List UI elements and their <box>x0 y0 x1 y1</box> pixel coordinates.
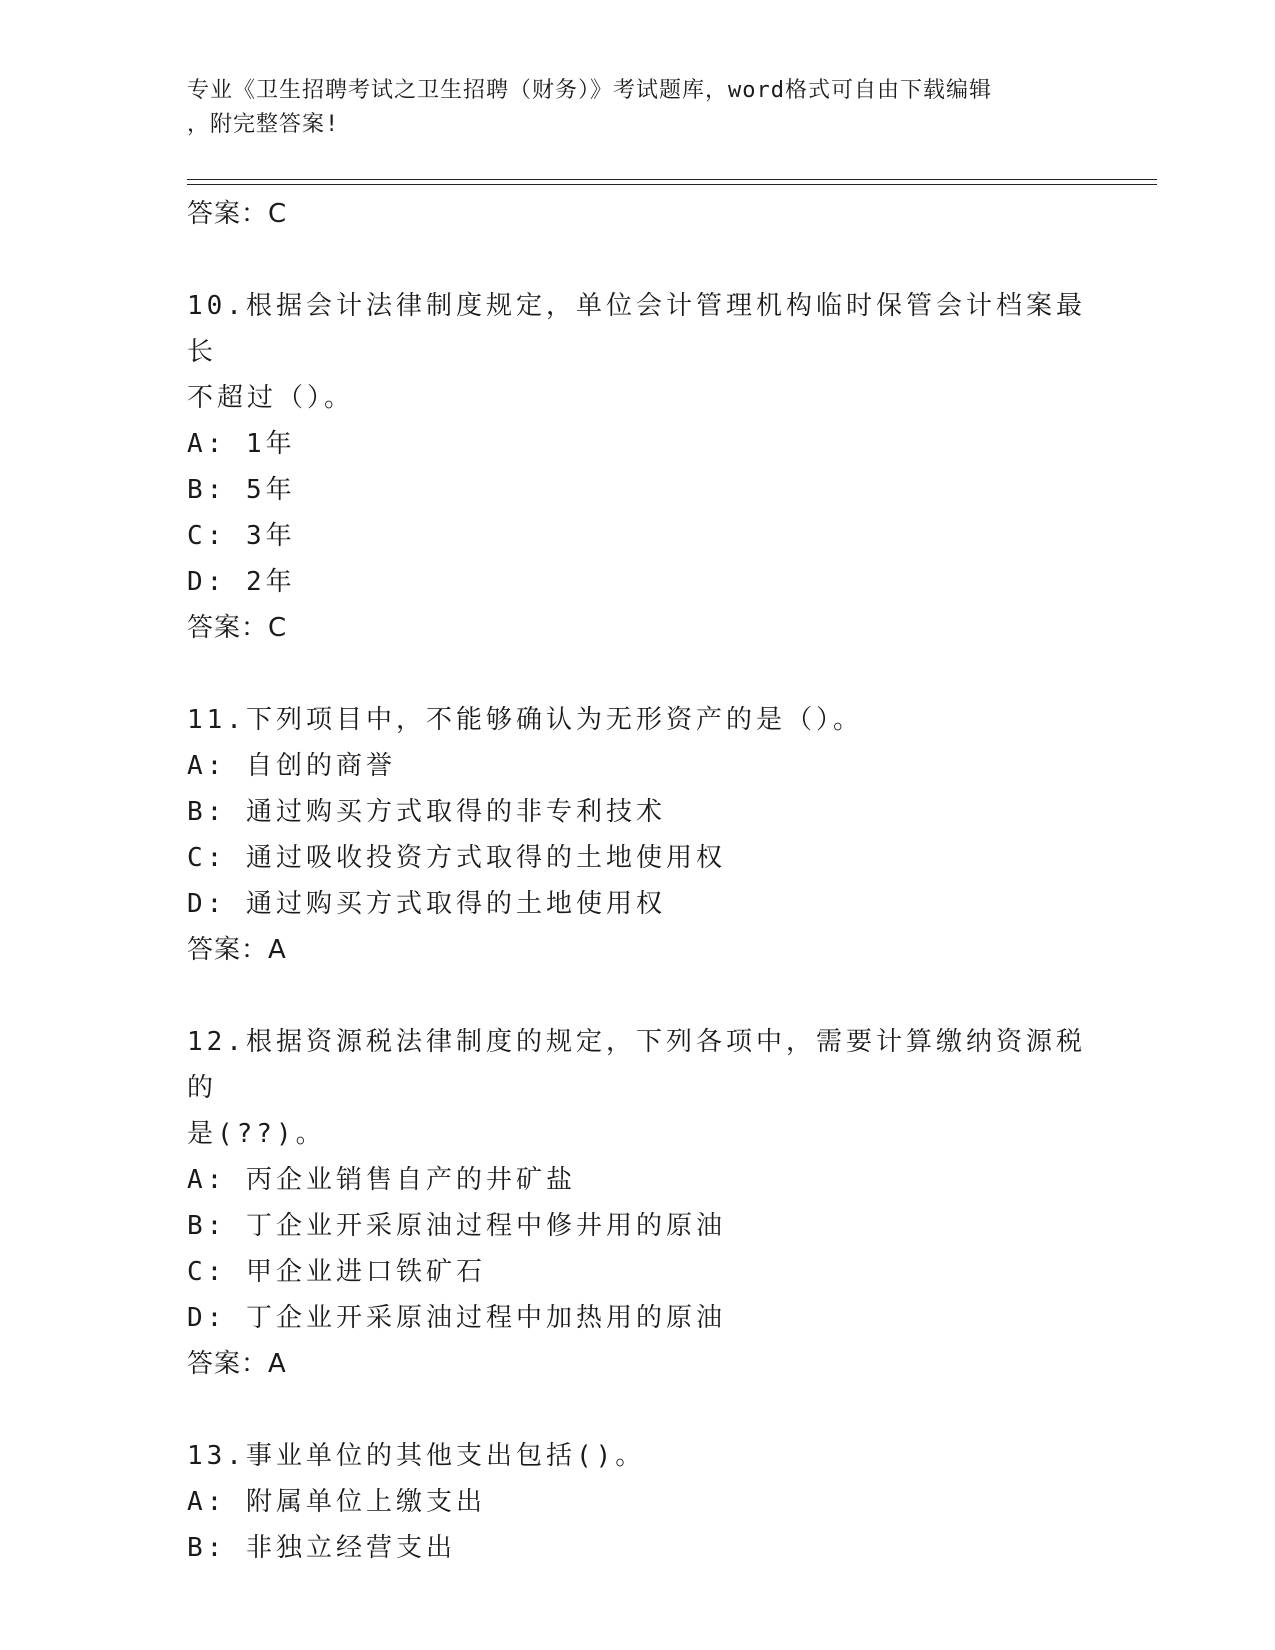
option-d: D: 丁企业开采原油过程中加热用的原油 <box>187 1303 726 1333</box>
option-c: C: 通过吸收投资方式取得的土地使用权 <box>187 843 726 873</box>
header-line-1: 专业《卫生招聘考试之卫生招聘（财务）》考试题库，word格式可自由下载编辑 <box>187 78 992 103</box>
option-b: B: 通过购买方式取得的非专利技术 <box>187 797 666 827</box>
question-text: 12.根据资源税法律制度的规定，下列各项中，需要计算缴纳资源税的 <box>187 1027 1086 1103</box>
answer-line: 答案：C <box>187 613 288 643</box>
question-text: 11.下列项目中，不能够确认为无形资产的是（）。 <box>187 705 863 735</box>
header-divider-bottom <box>187 184 1157 185</box>
option-c: C: 甲企业进口铁矿石 <box>187 1257 486 1287</box>
answer-line: 答案：C <box>187 199 288 229</box>
option-d: D: 通过购买方式取得的土地使用权 <box>187 889 666 919</box>
option-a: A: 自创的商誉 <box>187 751 396 781</box>
header-line-2: ，附完整答案! <box>187 112 340 137</box>
option-d: D: 2年 <box>187 567 296 597</box>
question-text-cont: 是(??)。 <box>187 1119 326 1149</box>
page-header <box>187 74 1067 142</box>
question-list <box>187 191 1087 1571</box>
question-text-cont: 不超过（）。 <box>187 383 355 413</box>
answer-line: 答案：A <box>187 935 287 965</box>
question-text: 10.根据会计法律制度规定，单位会计管理机构临时保管会计档案最长 <box>187 291 1086 367</box>
option-a: A: 附属单位上缴支出 <box>187 1487 486 1517</box>
question-text: 13.事业单位的其他支出包括()。 <box>187 1441 646 1471</box>
option-a: A: 1年 <box>187 429 296 459</box>
option-b: B: 非独立经营支出 <box>187 1533 456 1563</box>
option-b: B: 5年 <box>187 475 296 505</box>
question-10 <box>187 283 1087 651</box>
question-13 <box>187 1433 1087 1571</box>
option-c: C: 3年 <box>187 521 296 551</box>
option-a: A: 丙企业销售自产的井矿盐 <box>187 1165 576 1195</box>
question-12 <box>187 1019 1087 1387</box>
question-11 <box>187 697 1087 973</box>
answer-line: 答案：A <box>187 1349 287 1379</box>
option-b: B: 丁企业开采原油过程中修井用的原油 <box>187 1211 726 1241</box>
header-divider-top <box>187 179 1157 180</box>
